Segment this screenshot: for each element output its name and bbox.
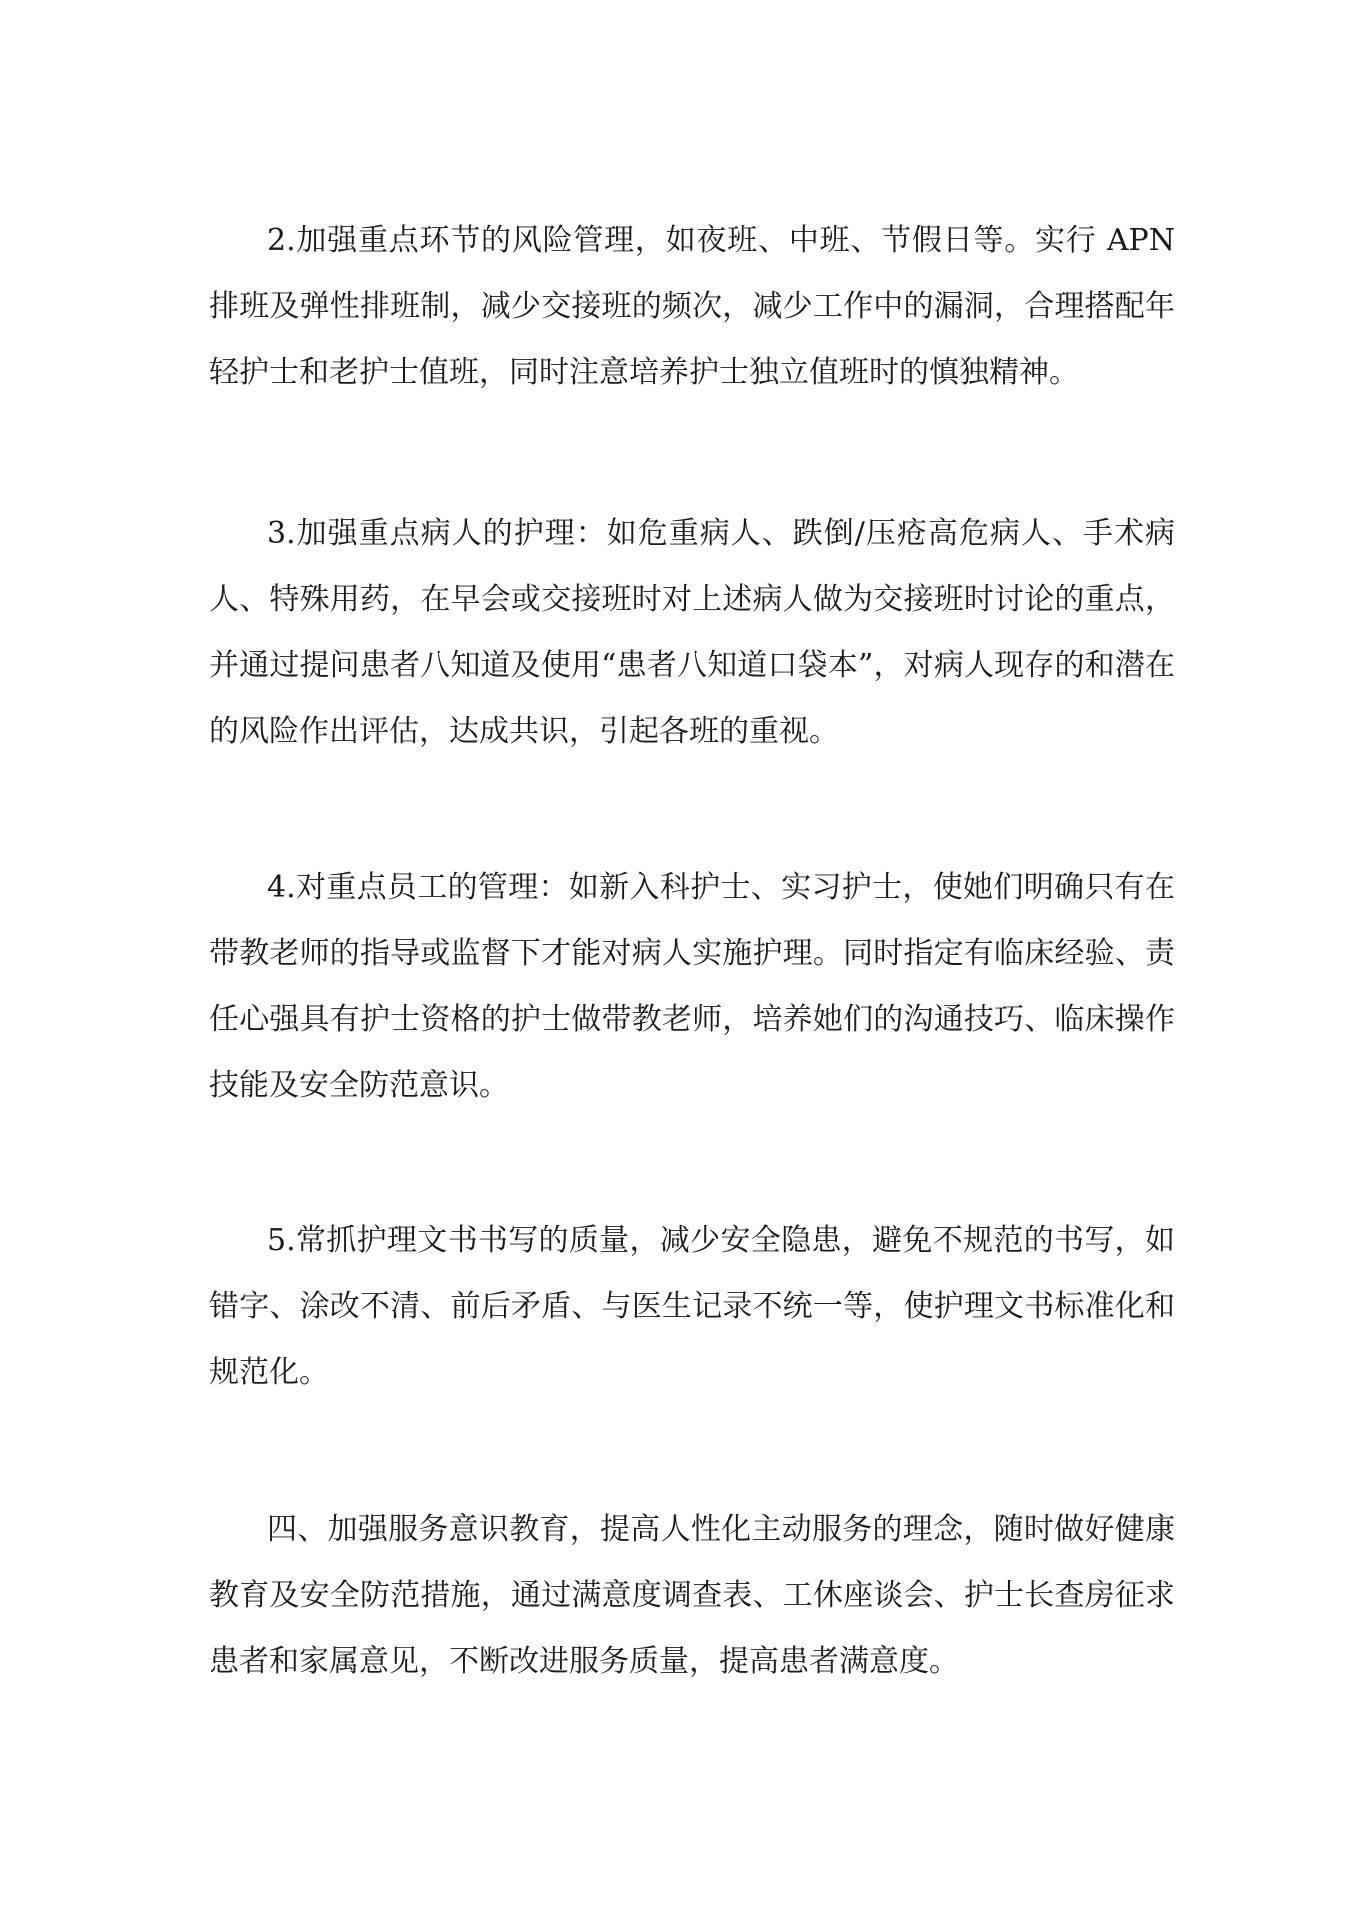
paragraph-key-patient-care: 3.加强重点病人的护理：如危重病人、跌倒/压疮高危病人、手术病人、特殊用药，在早会或交接班时对上述病人做为交接班时讨论的重点，并通过提问患者八知道及使用“患者八知道口袋本”，对病人现存的和潜在的风险作出评估，达成共识，引起各班的重视。 — [209, 516, 1175, 749]
paragraph-service-awareness: 四、加强服务意识教育，提高人性化主动服务的理念，随时做好健康教育及安全防范措施，通过满意度调查表、工休座谈会、护士长查房征求患者和家属意见，不断改进服务质量，提高患者满意度。 — [209, 1512, 1175, 1679]
paragraph-key-shift-risk: 2.加强重点环节的风险管理，如夜班、中班、节假日等。实行 APN 排班及弹性排班制，减少交接班的频次，减少工作中的漏洞，合理搭配年轻护士和老护士值班，同时注意培养护士独立值班时的慎独精神。 — [209, 223, 1175, 390]
paragraph-key-staff-management: 4.对重点员工的管理：如新入科护士、实习护士，使她们明确只有在带教老师的指导或监督下才能对病人实施护理。同时指定有临床经验、责任心强具有护士资格的护士做带教老师，培养她们的沟通技巧、临床操作技能及安全防范意识。 — [209, 870, 1175, 1103]
paragraph-nursing-records: 5.常抓护理文书书写的质量，减少安全隐患，避免不规范的书写，如错字、涂改不清、前后矛盾、与医生记录不统一等，使护理文书标准化和规范化。 — [209, 1223, 1175, 1390]
